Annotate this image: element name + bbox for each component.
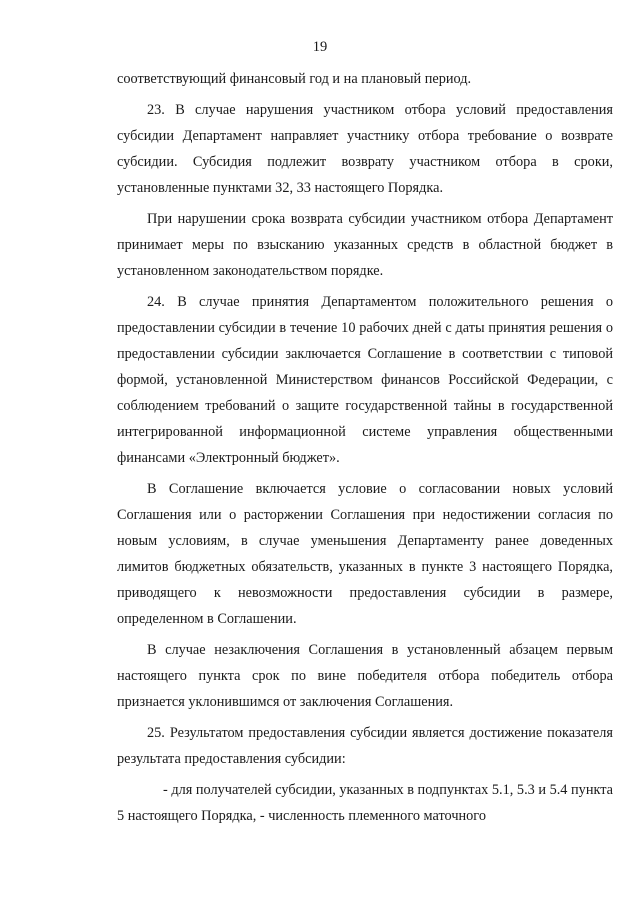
paragraph-continuation: соответствующий финансовый год и на плановый период. — [117, 71, 472, 87]
page-number: 19 — [312, 39, 328, 55]
paragraph-agreement-conditions: В Соглашение включается условие о согласовании новых условий Соглашения или о расторжении Соглашения при недостижении согласия по новым условиям, в случае уменьшения Департаменту ранее доведенных лимитов бюджетных обязательств, указанных в пункте 3 настоящего Порядка, приводящего к невозможности предоставления субсидии в размере, определенном в Соглашении. — [117, 481, 613, 627]
paragraph-non-conclusion: В случае незаключения Соглашения в установленный абзацем первым настоящего пункта срок по вине победителя отбора победитель отбора признается уклонившимся от заключения Соглашения. — [117, 642, 613, 710]
document-body — [117, 66, 613, 834]
paragraph-item-25: 25. Результатом предоставления субсидии является достижение показателя результата предоставления субсидии: — [117, 725, 613, 767]
paragraph-recipients-list-item: - для получателей субсидии, указанных в подпунктах 5.1, 5.3 и 5.4 пункта 5 настоящего Порядка, - численность племенного маточного — [117, 782, 614, 824]
paragraph-item-23: 23. В случае нарушения участником отбора условий предоставления субсидии Департамент направляет участнику отбора требование о возврате субсидии. Субсидия подлежит возврату участником отбора в сроки, установленные пунктами 32, 33 настоящего Порядка. — [117, 102, 613, 196]
paragraph-return-violation: При нарушении срока возврата субсидии участником отбора Департамент принимает меры по взысканию указанных средств в областной бюджет в установленном законодательством порядке. — [117, 211, 613, 279]
paragraph-item-24: 24. В случае принятия Департаментом положительного решения о предоставлении субсидии в течение 10 рабочих дней с даты принятия решения о предоставлении субсидии заключается Соглашение в соответствии с типовой формой, установленной Министерством финансов Российской Федерации, с соблюдением требований о защите государственной тайны в государственной интегрированной информационной системе управления общественными финансами «Электронный бюджет». — [117, 294, 613, 466]
